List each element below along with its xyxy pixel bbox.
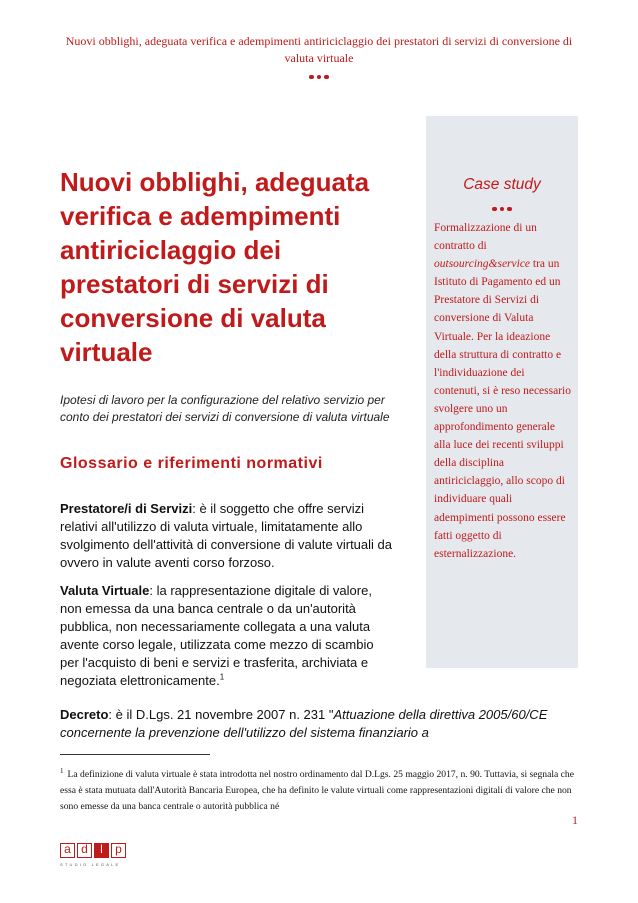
definition-term: Prestatore/i di Servizi (60, 501, 193, 516)
logo-letter: l (94, 843, 109, 858)
definition-text: : è il D.Lgs. 21 novembre 2007 n. 231 " (108, 707, 334, 722)
definition-decreto (60, 706, 580, 742)
footnote-reference[interactable]: 1 (219, 672, 225, 682)
dot-icon (309, 75, 314, 80)
footnote-text: La definizione di valuta virtuale è stata introdotta nel nostro ordinamento dal D.Lgs. 25 maggio 2017, n. 90. Tuttavia, si segnala che essa è stata mutuata dall'Autorità Bancaria Europea, che ha definito le valute virtuali come rappresentazioni digitali di valore che non sono emesse da una banca centrale o autorità pubblica né (60, 769, 574, 812)
definition-term: Valuta Virtuale (60, 583, 150, 598)
header-ellipsis-dots (300, 66, 338, 84)
footnote-number: 1 (60, 766, 64, 775)
case-study-sidebar (426, 116, 578, 668)
running-header: Nuovi obblighi, adeguata verifica e adempimenti antiriciclaggio dei prestatori di servizi di conversione di valuta virtuale (65, 34, 573, 65)
logo-letter: p (111, 843, 126, 858)
dot-icon (492, 207, 497, 212)
definition-prestatore (60, 500, 405, 572)
logo-letter: d (77, 843, 92, 858)
logo-tagline: STUDIO LEGALE (60, 862, 121, 867)
definition-text: : è il soggetto che offre servizi relativi all'utilizzo di valuta virtuale, limitatamente allo svolgimento dell'attività di conversione di valute virtuali da ovvero in valute aventi corso forzoso. (60, 501, 392, 570)
dot-icon (500, 207, 505, 212)
case-study-text-part: tra un Istituto di Pagamento ed un Prestatore di Servizi di conversione di Valuta Virtuale. Per la ideazione della struttura di contratto e l'individuazione dei contenuti, si è reso necessario svolgere uno un approfondimento generale alla luce dei recenti sviluppi della disciplina antiriciclaggio, allo scopo di individuare quali adempimenti possono essere fatti oggetto di esternalizzazione. (434, 258, 571, 560)
dot-icon (324, 75, 329, 80)
definition-term: Decreto (60, 707, 109, 722)
adlp-logo (60, 843, 130, 873)
definition-italic-text: Attuazione della direttiva 2005/60/CE concernente la prevenzione dell'utilizzo del sistema finanziario a (60, 707, 548, 740)
glossary-heading: Glossario e riferimenti normativi (60, 455, 323, 472)
page-subtitle: Ipotesi di lavoro per la configurazione del relativo servizio per conto dei prestatori dei servizi di conversione di valuta virtuale (60, 393, 390, 424)
case-study-text-part: Formalizzazione di un contratto di (434, 222, 537, 253)
footnote-separator (60, 754, 210, 755)
footnote (60, 767, 580, 815)
definition-text: : la rappresentazione digitale di valore, non emessa da una banca centrale o da un'autorità pubblica, non necessariamente collegata a una valuta avente corso legale, utilizzata come mezzo di scambio per l'acquisto di beni e servizi e trasferita, archiviata e negoziata elettronicamente. (60, 583, 374, 688)
case-study-text (434, 219, 572, 563)
page-number: 1 (572, 813, 578, 827)
definition-valuta-virtuale (60, 582, 380, 690)
case-study-title: Case study (463, 176, 541, 193)
logo-letter: a (60, 843, 75, 858)
case-study-ellipsis-dots (426, 198, 578, 216)
dot-icon (317, 75, 322, 80)
page-title: Nuovi obblighi, adeguata verifica e adempimenti antiriciclaggio dei prestatori di servizi di conversione di valuta virtuale (60, 167, 370, 367)
dot-icon (507, 207, 512, 212)
case-study-text-italic: outsourcing&service (434, 258, 531, 271)
